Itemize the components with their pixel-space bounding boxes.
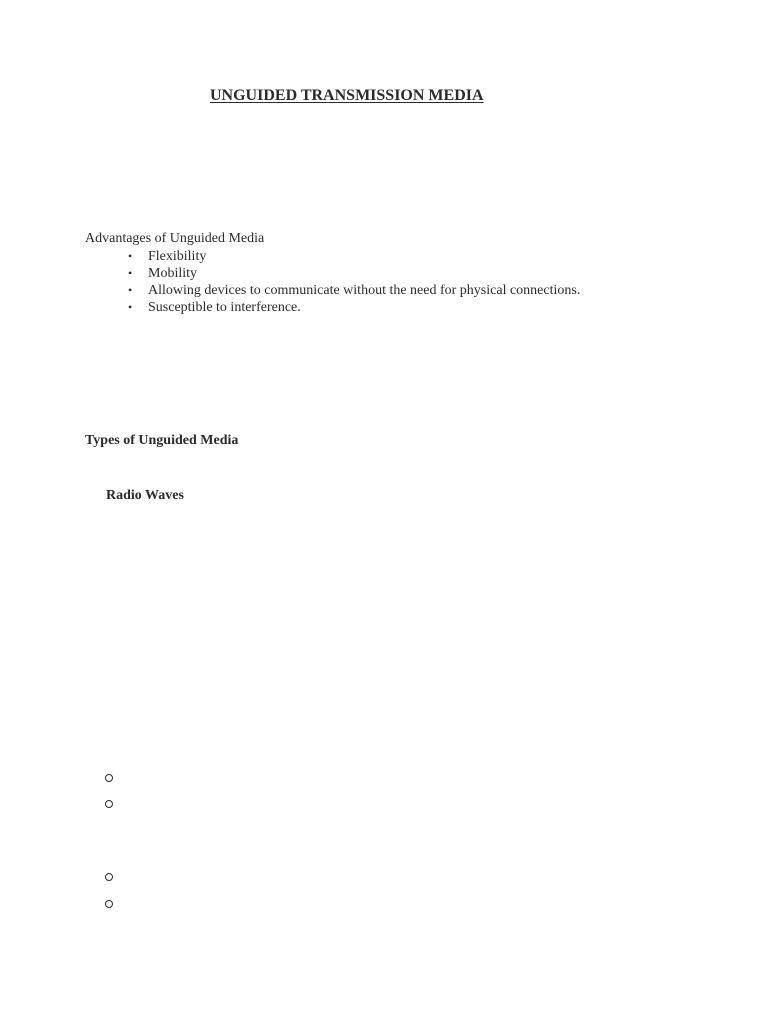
list-item — [126, 265, 580, 282]
list-item-text: Susceptible to interference. — [148, 300, 301, 315]
bullet-icon: • — [128, 266, 133, 280]
radio-waves-heading: Radio Waves — [106, 488, 184, 503]
bullet-icon: • — [128, 300, 133, 314]
circle-bullet-icon — [105, 774, 113, 782]
list-item-text: Allowing devices to communicate without the need for physical connections. — [148, 283, 581, 298]
bullet-icon: • — [128, 283, 133, 297]
advantages-heading: Advantages of Unguided Media — [85, 231, 265, 246]
types-heading: Types of Unguided Media — [85, 433, 239, 448]
circle-bullet-icon — [105, 800, 113, 808]
list-item — [126, 299, 580, 316]
circle-bullet-icon — [105, 900, 113, 908]
list-item — [126, 248, 580, 265]
list-item — [126, 282, 580, 299]
document-title: UNGUIDED TRANSMISSION MEDIA — [210, 87, 484, 104]
circle-bullet-icon — [105, 873, 113, 881]
bullet-icon: • — [128, 249, 133, 263]
list-item-text: Mobility — [148, 266, 198, 281]
advantages-list — [126, 248, 580, 316]
list-item-text: Flexibility — [148, 249, 207, 264]
